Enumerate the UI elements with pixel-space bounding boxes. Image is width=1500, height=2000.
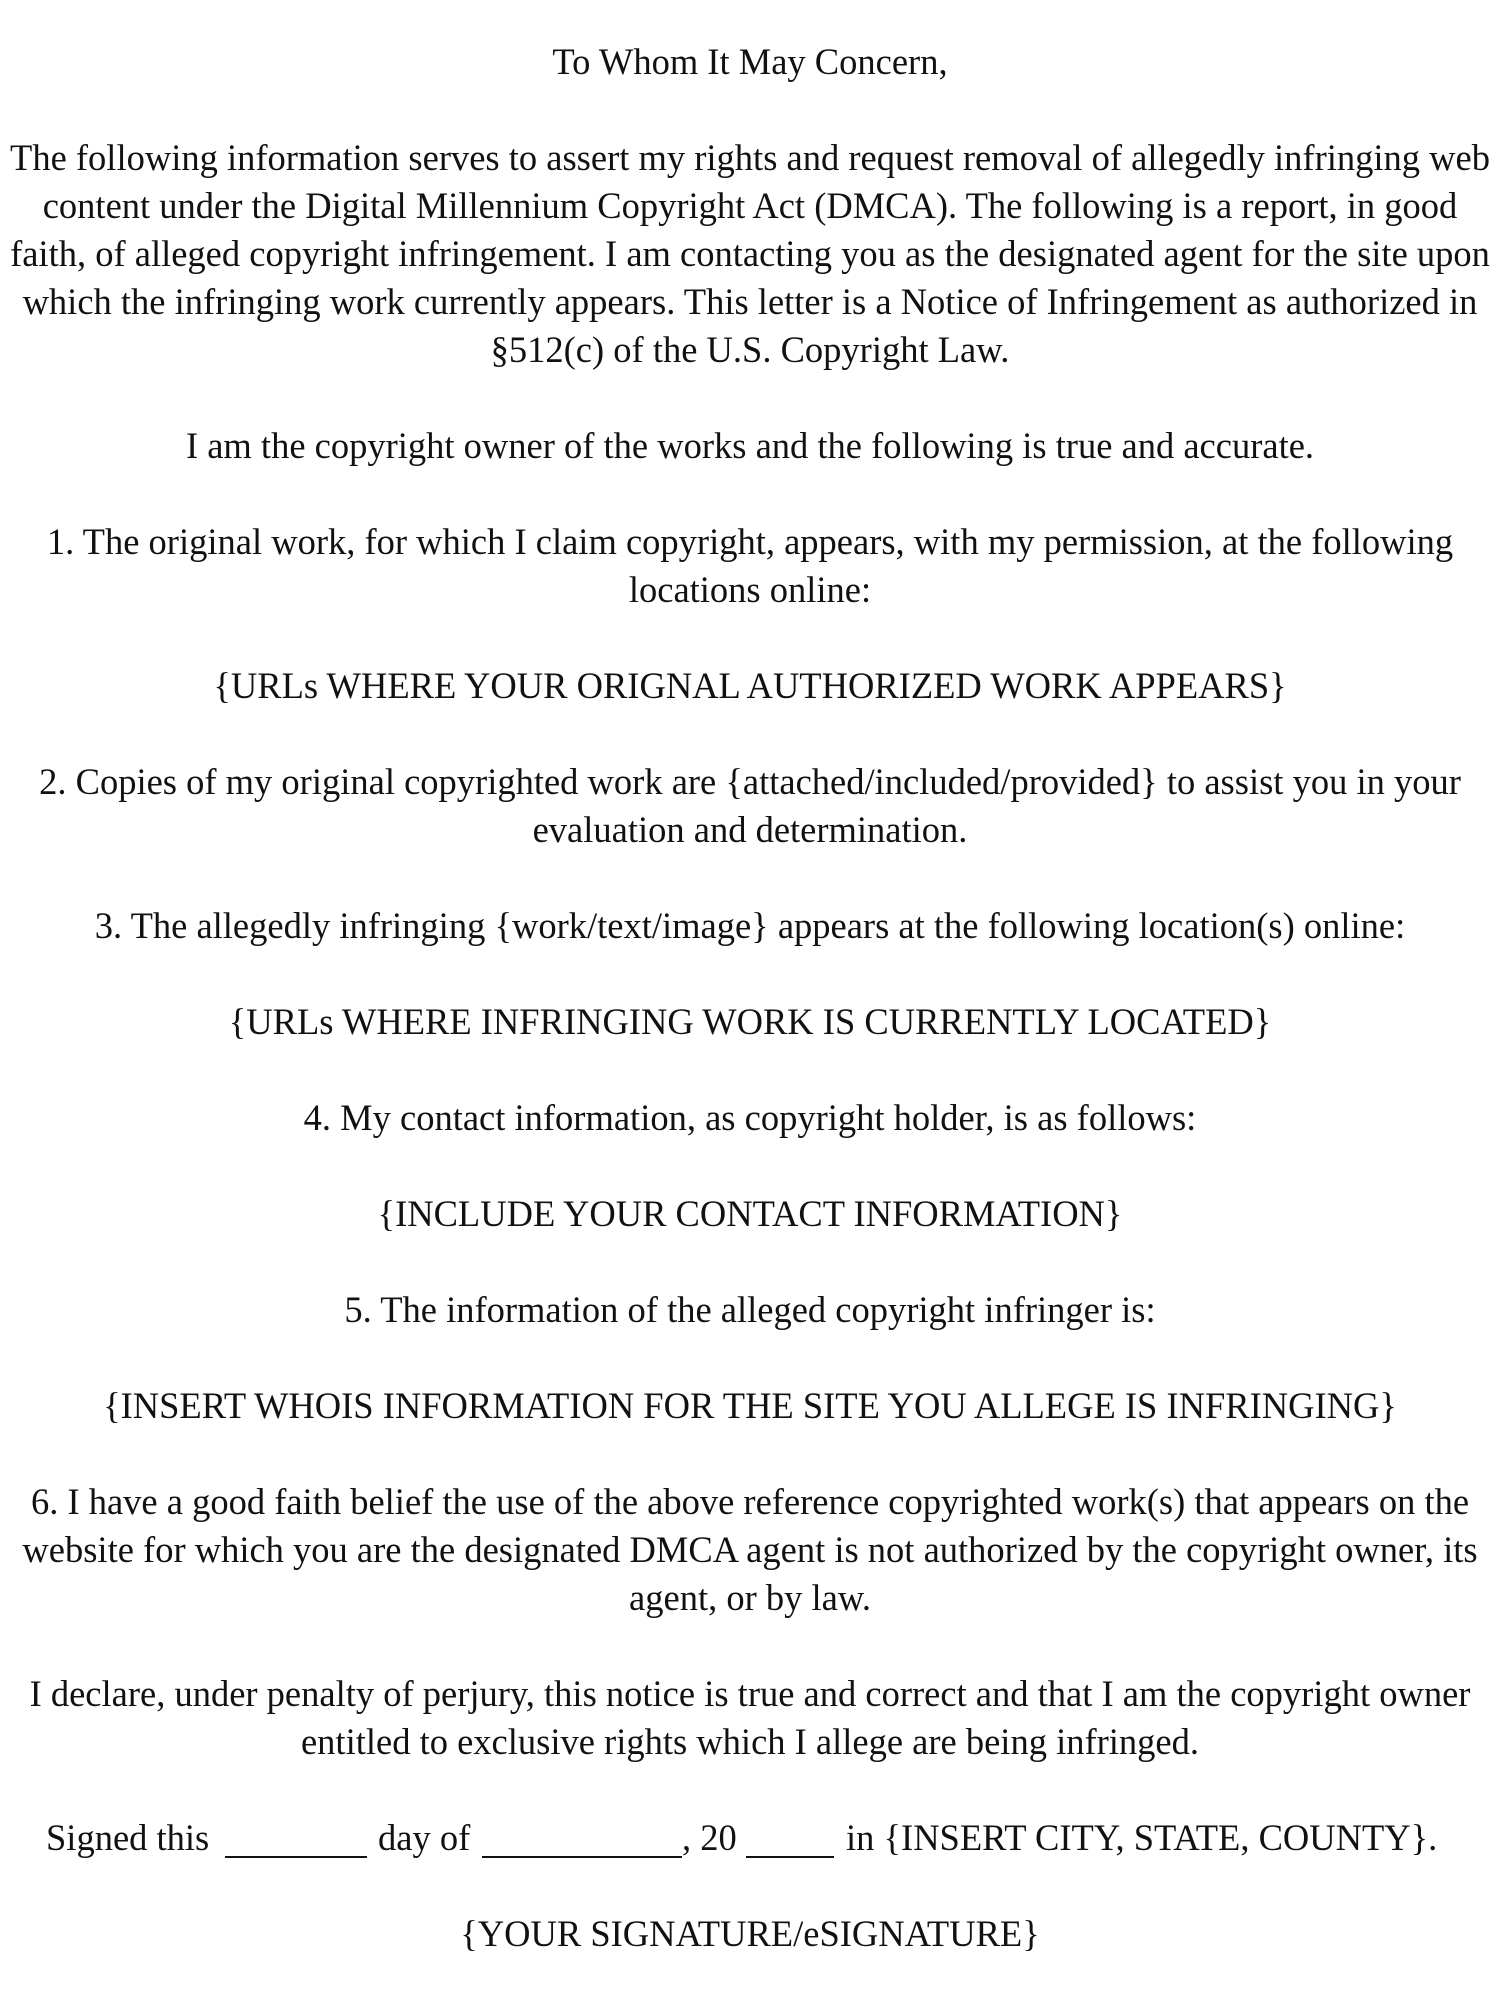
year-blank[interactable] [746,1856,834,1858]
item-2-copies: 2. Copies of my original copyrighted work are {attached/included/provided} to assist you in your evaluation and determination. [39,761,1461,850]
declaration-paragraph: I declare, under penalty of perjury, this notice is true and correct and that I am the copyright owner entitled to exclusive rights which I allege are being infringed. [29,1673,1471,1762]
intro-paragraph: The following information serves to assert my rights and request removal of allegedly infringing web content under the Digital Millennium Copyright Act (DMCA). The following is a report, in good faith, of alleged copyright infringement. I am contacting you as the designated agent for the site upon which the infringing work currently appears. This letter is a Notice of Infringement as authorized in §512(c) of the U.S. Copyright Law. [10,137,1490,370]
item-1-placeholder: {URLs WHERE YOUR ORIGNAL AUTHORIZED WORK APPEARS} [213,665,1287,706]
signed-this-label: Signed this [46,1817,210,1858]
year-prefix-label: , 20 [682,1817,737,1858]
item-4-placeholder: {INCLUDE YOUR CONTACT INFORMATION} [377,1193,1123,1234]
day-of-label: day of [378,1817,471,1858]
ownership-statement: I am the copyright owner of the works and the following is true and accurate. [185,425,1315,466]
item-5-placeholder: {INSERT WHOIS INFORMATION FOR THE SITE YOU ALLEGE IS INFRINGING} [103,1385,1397,1426]
item-5-infringer: 5. The information of the alleged copyright infringer is: [344,1289,1156,1330]
item-6-good-faith: 6. I have a good faith belief the use of the above reference copyrighted work(s) that appears on the website for which you are the designated DMCA agent is not authorized by the copyright owner, its agent, or by law. [22,1481,1478,1618]
item-3-placeholder: {URLs WHERE INFRINGING WORK IS CURRENTLY LOCATED} [228,1001,1272,1042]
signature-placeholder: {YOUR SIGNATURE/eSIGNATURE} [460,1913,1040,1954]
salutation: To Whom It May Concern, [552,41,948,82]
item-1-original-work: 1. The original work, for which I claim copyright, appears, with my permission, at the following locations online: [46,521,1454,610]
item-4-contact: 4. My contact information, as copyright holder, is as follows: [303,1097,1197,1138]
day-blank[interactable] [225,1856,367,1858]
location-placeholder: in {INSERT CITY, STATE, COUNTY}. [846,1817,1438,1858]
month-blank[interactable] [482,1856,682,1858]
item-3-infringing-work: 3. The allegedly infringing {work/text/image} appears at the following location(s) online: [94,905,1406,946]
signed-line [0,1814,1500,1862]
